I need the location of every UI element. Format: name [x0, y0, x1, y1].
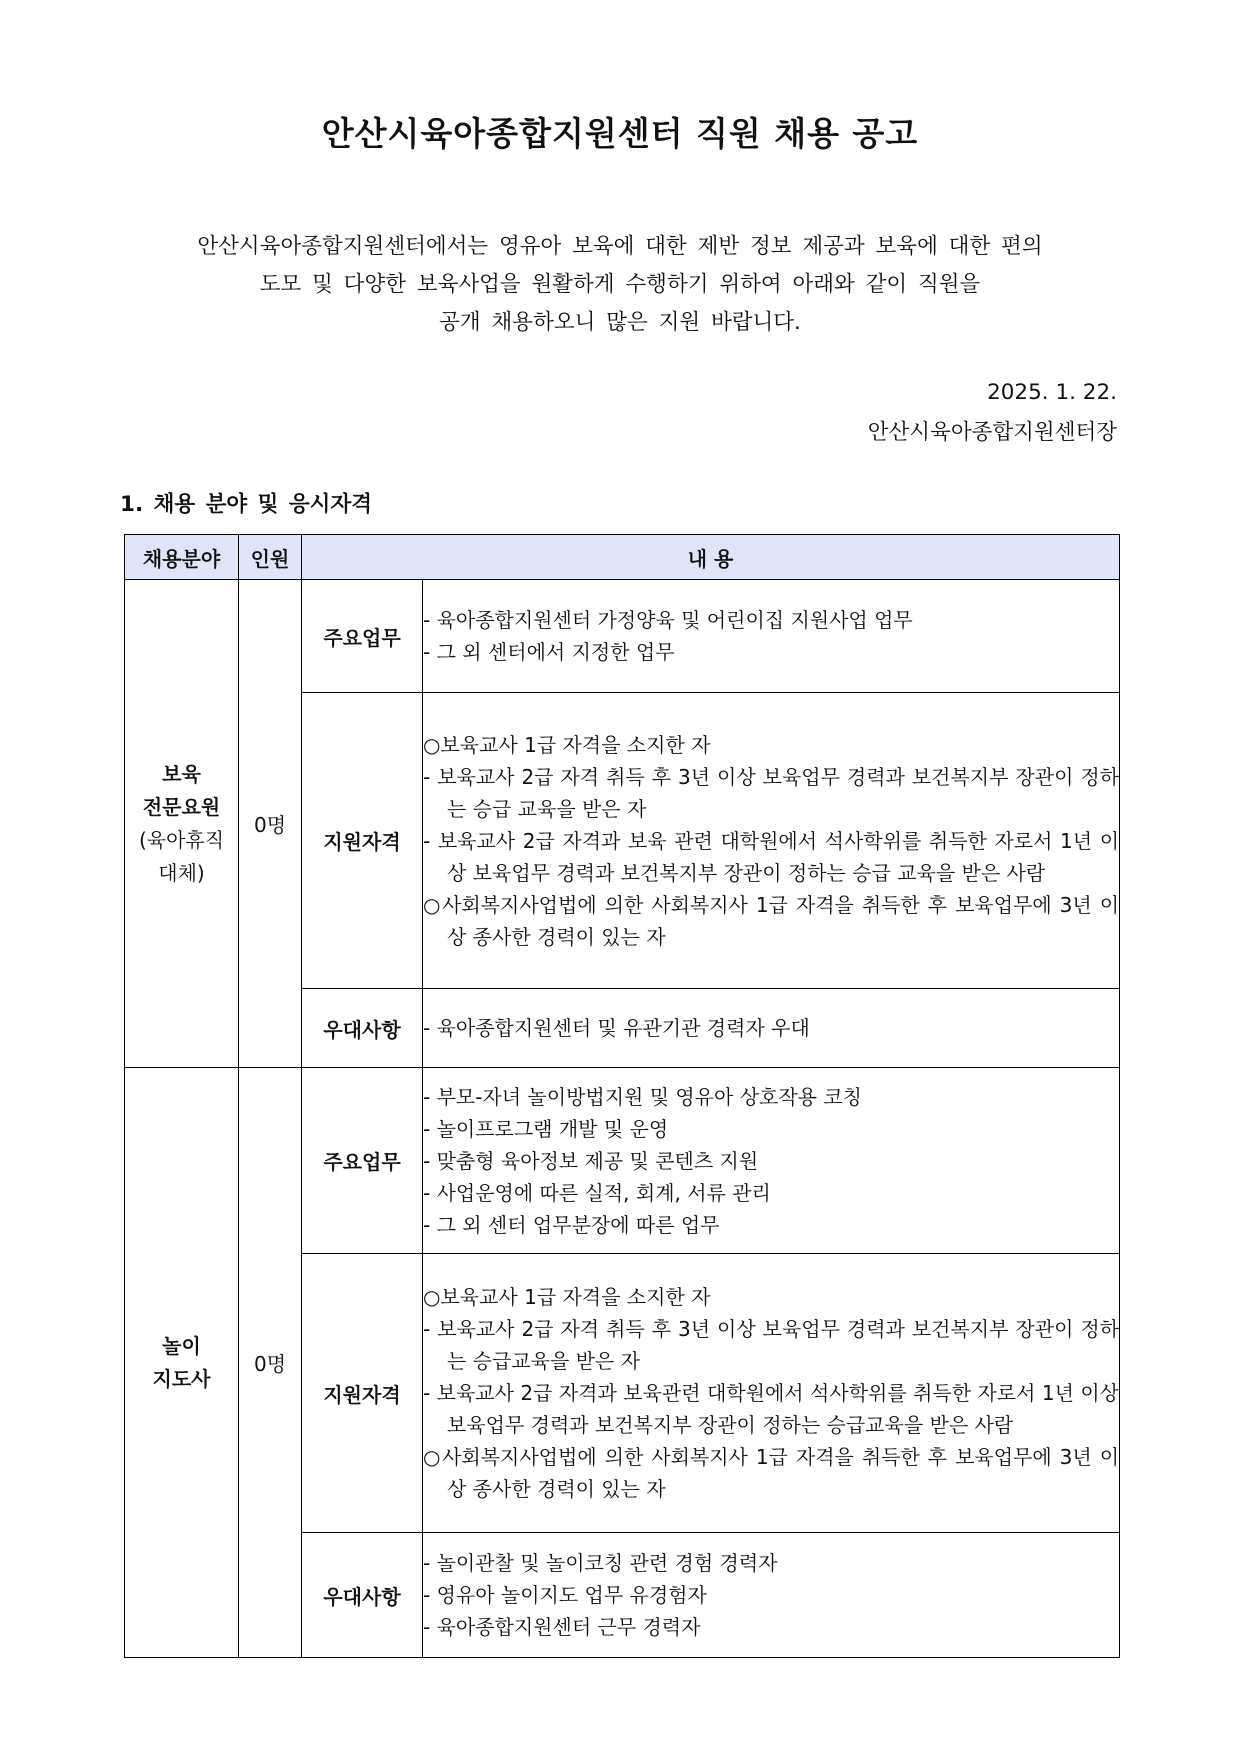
page-title: 안산시육아종합지원센터 직원 채용 공고 — [321, 114, 919, 153]
list-item: - 놀이관찰 및 놀이코칭 관련 경험 경력자 — [423, 1551, 778, 1575]
header-count: 인원 — [239, 535, 302, 580]
list-item: - 보육교사 2급 자격과 보육 관련 대학원에서 석사학위를 취득한 자로서 1년 이상 보육업무 경력과 보건복지부 장관이 정하는 승급 교육을 받은 사람 — [423, 828, 1120, 885]
list-item: ○보육교사 1급 자격을 소지한 자 — [423, 732, 711, 757]
list-item: - 놀이프로그램 개발 및 운영 — [423, 1116, 669, 1141]
list-item: - 육아종합지원센터 가정양육 및 어린이집 지원사업 업무 — [423, 608, 913, 632]
list-item: - 사업운영에 따른 실적, 회계, 서류 관리 — [423, 1180, 771, 1205]
preference-content — [423, 989, 1120, 1068]
field-note-line: 대체) — [158, 860, 205, 885]
list-item: - 육아종합지원센터 근무 경력자 — [423, 1615, 701, 1639]
preference-label: 우대사항 — [302, 989, 423, 1068]
recruitment-table — [124, 534, 1120, 1658]
headcount-cell: 0명 — [239, 580, 302, 1068]
preference-content — [423, 1533, 1120, 1658]
announcement-date: 2025. 1. 22. — [987, 380, 1117, 405]
qualification-content — [423, 1254, 1120, 1533]
intro-line: 공개 채용하오니 많은 지원 바랍니다. — [439, 310, 801, 335]
list-item: - 그 외 센터에서 지정한 업무 — [423, 640, 675, 664]
field-name-line: 보육 — [162, 761, 201, 786]
list-item: - 부모-자녀 놀이방법지원 및 영유아 상호작용 코칭 — [423, 1084, 862, 1109]
section-heading: 1. 채용 분야 및 응시자격 — [120, 492, 372, 517]
duties-label: 주요업무 — [302, 580, 423, 693]
list-item: - 보육교사 2급 자격 취득 후 3년 이상 보육업무 경력과 보건복지부 장관이 정하는 승급 교육을 받은 자 — [423, 764, 1120, 821]
list-item: - 맞춤형 육아정보 제공 및 콘텐츠 지원 — [423, 1148, 759, 1173]
list-item: - 영유아 놀이지도 업무 유경험자 — [423, 1583, 707, 1607]
list-item: ○사회복지사업법에 의한 사회복지사 1급 자격을 취득한 후 보육업무에 3년 이상 종사한 경력이 있는 자 — [423, 1445, 1120, 1501]
header-content: 내 용 — [302, 535, 1120, 580]
duties-label: 주요업무 — [302, 1068, 423, 1254]
headcount-cell: 0명 — [239, 1068, 302, 1658]
duties-content — [423, 580, 1120, 693]
list-item: ○보육교사 1급 자격을 소지한 자 — [423, 1285, 711, 1309]
list-item: - 보육교사 2급 자격 취득 후 3년 이상 보육업무 경력과 보건복지부 장관이 정하는 승급교육을 받은 자 — [423, 1317, 1120, 1373]
list-item: - 그 외 센터 업무분장에 따른 업무 — [423, 1212, 720, 1237]
qualification-label: 지원자격 — [302, 1254, 423, 1533]
intro-line: 안산시육아종합지원센터에서는 영유아 보육에 대한 제반 정보 제공과 보육에 대한 편의 — [197, 234, 1043, 259]
issuer-signature: 안산시육아종합지원센터장 — [867, 420, 1117, 445]
list-item: - 육아종합지원센터 및 유관기관 경력자 우대 — [423, 1016, 810, 1040]
qualification-label: 지원자격 — [302, 693, 423, 989]
preference-label: 우대사항 — [302, 1533, 423, 1658]
table-row — [125, 1068, 1120, 1254]
qualification-content — [423, 693, 1120, 989]
table-header-row — [125, 535, 1120, 580]
intro-line: 도모 및 다양한 보육사업을 원활하게 수행하기 위하여 아래와 같이 직원을 — [259, 272, 981, 297]
list-item: ○사회복지사업법에 의한 사회복지사 1급 자격을 취득한 후 보육업무에 3년 이상 종사한 경력이 있는 자 — [423, 892, 1120, 949]
field-name-cell — [125, 580, 239, 1068]
field-name-line: 지도사 — [152, 1366, 211, 1391]
table-row — [125, 580, 1120, 693]
field-name-line: 전문요원 — [142, 794, 221, 819]
intro-paragraph — [120, 228, 1120, 342]
list-item: - 보육교사 2급 자격과 보육관련 대학원에서 석사학위를 취득한 자로서 1년 이상 보육업무 경력과 보건복지부 장관이 정하는 승급교육을 받은 사람 — [423, 1381, 1120, 1437]
field-note-line: (육아휴직 — [138, 827, 225, 852]
field-name-line: 놀이 — [162, 1333, 201, 1358]
duties-content — [423, 1068, 1120, 1254]
field-name-cell — [125, 1068, 239, 1658]
header-field: 채용분야 — [125, 535, 239, 580]
